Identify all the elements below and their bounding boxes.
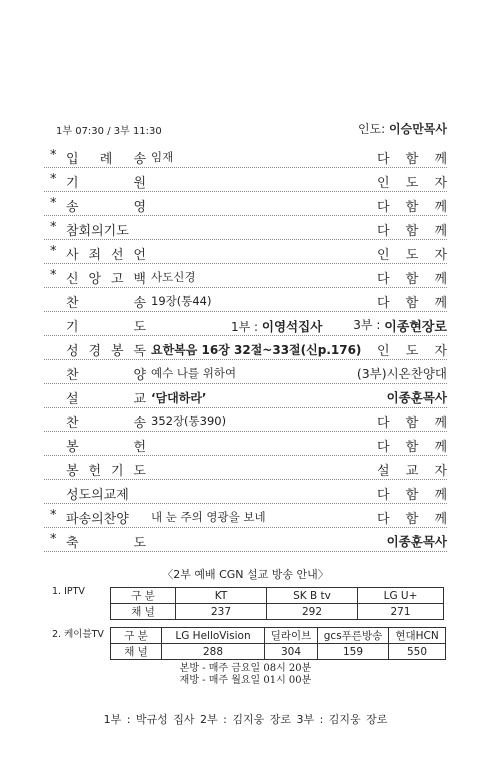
order-detail: 내 눈 주의 영광을 보네: [151, 510, 266, 524]
order-leader-char: 함: [405, 416, 419, 431]
order-title-char: 헌: [88, 464, 102, 479]
order-title: [66, 172, 146, 191]
cable-provider-cell: 딜라이브: [265, 628, 318, 644]
order-title-char: 입: [66, 152, 79, 167]
service-leader: 인도: 이승만목사: [357, 122, 447, 136]
order-title-char: 도: [133, 536, 146, 551]
iptv-channel-head-cell: 채 널: [111, 604, 176, 620]
order-detail: 사도신경: [151, 270, 196, 284]
prayer-leader-name: 이영석집사: [261, 319, 323, 334]
order-title-char: 봉: [66, 440, 79, 455]
order-title-char: 송: [133, 416, 146, 431]
iptv-channel-cell: 292: [267, 604, 358, 620]
iptv-provider-cell: KT: [176, 588, 267, 604]
order-leader: 이종훈목사: [386, 534, 447, 549]
order-title-char: 영: [133, 200, 146, 215]
cable-channel-head-cell: 채 널: [111, 644, 162, 660]
cable-head-cell: 구 분: [111, 628, 162, 644]
standing-mark: *: [50, 172, 57, 187]
order-leader: [377, 436, 447, 455]
order-leader-char: 도: [405, 248, 419, 263]
order-leader-char: 께: [434, 488, 447, 503]
prayer-first-service: [231, 317, 322, 335]
order-leader-char: 다: [377, 512, 390, 527]
standing-mark: *: [50, 508, 57, 523]
order-leader: [377, 340, 447, 359]
order-leader-char: 함: [405, 296, 419, 311]
order-leader: [377, 172, 447, 191]
order-row: [44, 528, 447, 552]
iptv-provider-cell: SK B tv: [267, 588, 358, 604]
cable-channel-cell: 159: [318, 644, 389, 660]
cable-channel-cell: 288: [162, 644, 265, 660]
order-title-char: 교: [133, 392, 146, 407]
iptv-channel-cell: 271: [358, 604, 444, 620]
order-leader: 이종훈목사: [386, 390, 447, 405]
order-title-char: 도: [133, 320, 146, 335]
order-leader-char: 께: [434, 224, 447, 239]
order-title-char: 죄: [88, 248, 102, 263]
prayer-third-service: [353, 316, 447, 335]
order-title-char: 원: [133, 176, 146, 191]
service-header: [56, 120, 447, 138]
order-leader: [377, 268, 447, 287]
order-detail: 19장(통44): [151, 294, 212, 308]
order-leader-char: 께: [434, 512, 447, 527]
cable-provider-cell: 현대HCN: [389, 628, 446, 644]
order-title: [66, 268, 146, 287]
order-title-char: 송: [133, 296, 146, 311]
order-title-char: 례: [99, 152, 113, 167]
order-detail: 요한복음 16장 32절~33절(신p.176): [151, 343, 362, 357]
order-leader-char: 다: [377, 152, 390, 167]
order-detail: 예수 나를 위하여: [151, 366, 237, 380]
order-title: [66, 316, 146, 335]
cable-channel-cell: 304: [265, 644, 318, 660]
order-leader-char: 께: [434, 296, 447, 311]
broadcast-notes: [0, 663, 491, 687]
prayer-leader-name: 이종현장로: [384, 320, 447, 335]
order-title-char: 축: [66, 536, 79, 551]
order-title-char: 독: [133, 344, 146, 359]
order-row: [44, 480, 447, 504]
order-leader-char: 께: [434, 440, 447, 455]
order-leader-char: 자: [434, 248, 447, 263]
order-leader: [377, 484, 447, 503]
order-leader-char: 다: [377, 488, 390, 503]
order-title-char: 성: [66, 344, 79, 359]
order-leader-char: 께: [434, 272, 447, 287]
order-row: [44, 432, 447, 456]
order-title: 성도의교제: [66, 488, 129, 503]
iptv-provider-cell: LG U+: [358, 588, 444, 604]
order-title-char: 봉: [66, 464, 79, 479]
order-row: [44, 144, 447, 168]
standing-mark: *: [50, 532, 57, 547]
order-title-char: 앙: [88, 272, 102, 287]
order-title-char: 찬: [66, 296, 79, 311]
order-leader-char: 께: [434, 152, 447, 167]
cable-label: 2. 케이블TV: [52, 629, 104, 640]
iptv-table: [110, 587, 444, 620]
order-title-char: 기: [66, 320, 79, 335]
order-leader: [377, 292, 447, 311]
order-leader-char: 함: [405, 512, 419, 527]
order-row: [44, 240, 447, 264]
iptv-provider-row: [111, 588, 444, 604]
order-leader-char: 인: [377, 248, 390, 263]
order-leader-char: 자: [434, 344, 447, 359]
order-title-char: 경: [88, 344, 102, 359]
order-title: [66, 292, 146, 311]
broadcast-note: 재방 - 매주 월요일 01시 00분: [179, 675, 312, 686]
order-row: [44, 192, 447, 216]
standing-mark: *: [50, 220, 57, 235]
order-title-char: 언: [133, 248, 146, 263]
order-leader-char: 다: [377, 224, 390, 239]
order-leader-char: 함: [405, 152, 419, 167]
standing-mark: *: [50, 268, 57, 283]
order-leader: [377, 508, 447, 527]
cable-channel-row: [111, 644, 446, 660]
broadcast-title: 〈2부 예배 CGN 설교 방송 안내〉: [162, 568, 329, 581]
order-leader-char: 함: [405, 488, 419, 503]
order-leader-char: 인: [377, 344, 390, 359]
order-title: 파송의찬양: [66, 512, 129, 527]
order-title: [66, 460, 146, 479]
service-times: 1부 07:30 / 3부 11:30: [56, 126, 162, 137]
standing-mark: *: [50, 196, 57, 211]
order-leader-char: 교: [405, 464, 419, 479]
order-leader-char: 다: [377, 296, 390, 311]
order-title-char: 찬: [66, 368, 79, 383]
order-title: [66, 364, 146, 383]
order-leader-char: 함: [405, 224, 419, 239]
order-leader-char: 자: [434, 176, 447, 191]
order-leader-char: 인: [377, 176, 390, 191]
order-title-char: 찬: [66, 416, 79, 431]
order-detail: 352장(통390): [151, 414, 227, 428]
iptv-head-cell: 구 분: [111, 588, 176, 604]
order-leader: [377, 220, 447, 239]
order-row: [44, 288, 447, 312]
order-title-char: 기: [66, 176, 79, 191]
cable-channel-cell: 550: [389, 644, 446, 660]
order-title-char: 송: [133, 152, 146, 167]
order-row: [44, 456, 447, 480]
order-leader-char: 자: [434, 464, 447, 479]
order-leader: [377, 412, 447, 431]
order-row: [44, 360, 447, 384]
order-leader: [377, 460, 447, 479]
order-detail: 임재: [151, 150, 174, 164]
order-leader: [377, 244, 447, 263]
prayer-service-label: 1부 :: [231, 320, 262, 334]
prayer-service-label: 3부 :: [353, 318, 385, 332]
order-title-char: 기: [110, 464, 124, 479]
order-title-char: 도: [133, 464, 146, 479]
broadcast-note: 본방 - 매주 금요일 08시 20분: [179, 663, 312, 674]
order-leader-char: 다: [377, 440, 390, 455]
cable-provider-cell: gcs푸른방송: [318, 628, 389, 644]
order-row: [44, 216, 447, 240]
order-leader-char: 설: [377, 464, 390, 479]
order-title-char: 설: [66, 392, 79, 407]
order-leader-char: 다: [377, 272, 390, 287]
order-leader-char: 함: [405, 440, 419, 455]
order-row: [44, 504, 447, 528]
order-leader-char: 함: [405, 200, 419, 215]
order-title-char: 양: [133, 368, 146, 383]
order-leader: [377, 148, 447, 167]
order-row: [44, 384, 447, 408]
order-row: [44, 264, 447, 288]
order-leader: (3부)시온찬양대: [356, 366, 447, 381]
order-title: [66, 388, 146, 407]
iptv-channel-cell: 237: [176, 604, 267, 620]
order-title-char: 송: [66, 200, 79, 215]
order-title: [66, 148, 146, 167]
cable-table: [110, 627, 446, 660]
order-title-char: 신: [66, 272, 79, 287]
iptv-channel-row: [111, 604, 444, 620]
order-leader-char: 함: [405, 272, 419, 287]
order-title-char: 봉: [110, 344, 124, 359]
order-title-char: 사: [66, 248, 79, 263]
order-leader-char: 도: [405, 176, 419, 191]
iptv-label: 1. IPTV: [52, 586, 85, 597]
order-title-char: 헌: [133, 440, 146, 455]
order-leader: [377, 196, 447, 215]
standing-mark: *: [50, 244, 57, 259]
order-leader-char: 도: [405, 344, 419, 359]
order-title: [66, 532, 146, 551]
order-leader-char: 다: [377, 416, 390, 431]
order-title: [66, 412, 146, 431]
order-leader-char: 께: [434, 200, 447, 215]
order-leader-char: 께: [434, 416, 447, 431]
order-row: [44, 408, 447, 432]
order-title: [66, 244, 146, 263]
order-detail: ‘담대하라’: [151, 391, 207, 405]
order-title: [66, 436, 146, 455]
order-title-char: 백: [133, 272, 146, 287]
order-title-char: 고: [110, 272, 124, 287]
order-title: 참회의기도: [66, 224, 129, 239]
worship-order: [44, 144, 447, 552]
order-leader-char: 다: [377, 200, 390, 215]
volunteer-footer: 1부 : 박규성 집사 2부 : 김지웅 장로 3부 : 김지웅 장로: [103, 713, 388, 726]
order-row: [44, 312, 447, 336]
order-row: [44, 336, 447, 360]
order-row: [44, 168, 447, 192]
cable-provider-row: [111, 628, 446, 644]
order-title: [66, 196, 146, 215]
cable-provider-cell: LG HelloVision: [162, 628, 265, 644]
order-title: [66, 340, 146, 359]
order-title-char: 선: [110, 248, 124, 263]
standing-mark: *: [50, 148, 57, 163]
